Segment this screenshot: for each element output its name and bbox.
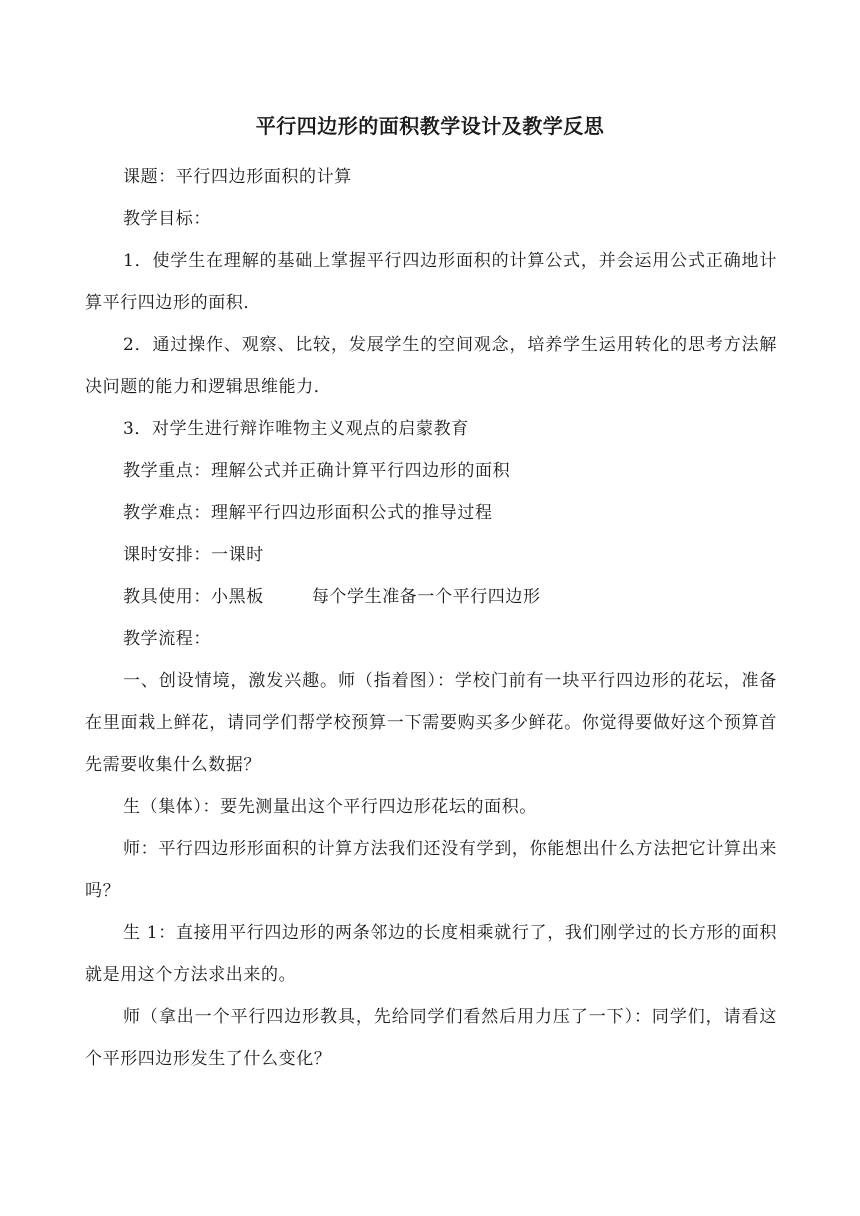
paragraph-objective-3: 3．对学生进行辩诈唯物主义观点的启蒙教育 [123,419,469,439]
paragraph-objective-2: 2．通过操作、观察、比较，发展学生的空间观念，培养学生运用转化的思考方法解决问题的能力和逻辑思维能力． [85,335,777,397]
paragraph-topic: 课题：平行四边形面积的计算 [123,167,352,187]
paragraph-schedule: 课时安排：一课时 [123,545,264,565]
paragraph-objectives-heading: 教学目标： [123,209,211,229]
document-body [85,156,777,1080]
paragraph-teacher-demo: 师（拿出一个平行四边形教具，先给同学们看然后用力压了一下）：同学们，请看这个平形四边形发生了什么变化？ [85,1007,777,1069]
teaching-tools-label: 教具使用：小黑板 [123,587,264,607]
paragraph-objective-1: 1．使学生在理解的基础上掌握平行四边形面积的计算公式，并会运用公式正确地计算平行四边形的面积． [85,251,777,313]
document-title: 平行四边形的面积教学设计及教学反思 [255,114,605,138]
paragraph-step-1: 一、创设情境，激发兴趣。师（指着图）：学校门前有一块平行四边形的花坛，准备在里面栽上鲜花，请同学们帮学校预算一下需要购买多少鲜花。你觉得要做好这个预算首先需要收集什么数据？ [85,671,777,775]
teaching-tools-value: 每个学生准备一个平行四边形 [311,587,541,607]
paragraph-process-heading: 教学流程： [123,629,211,649]
paragraph-teaching-tools [85,576,777,618]
paragraph-difficulty: 教学难点：理解平行四边形面积公式的推导过程 [123,503,493,523]
paragraph-key-point: 教学重点：理解公式并正确计算平行四边形的面积 [123,461,511,481]
paragraph-student-answer: 生（集体）：要先测量出这个平行四边形花坛的面积。 [123,797,537,817]
paragraph-student-1: 生 1：直接用平行四边形的两条邻边的长度相乘就行了，我们刚学过的长方形的面积就是用这个方法求出来的。 [85,923,777,985]
paragraph-teacher-question: 师：平行四边形形面积的计算方法我们还没有学到，你能想出什么方法把它计算出来吗？ [85,839,777,901]
